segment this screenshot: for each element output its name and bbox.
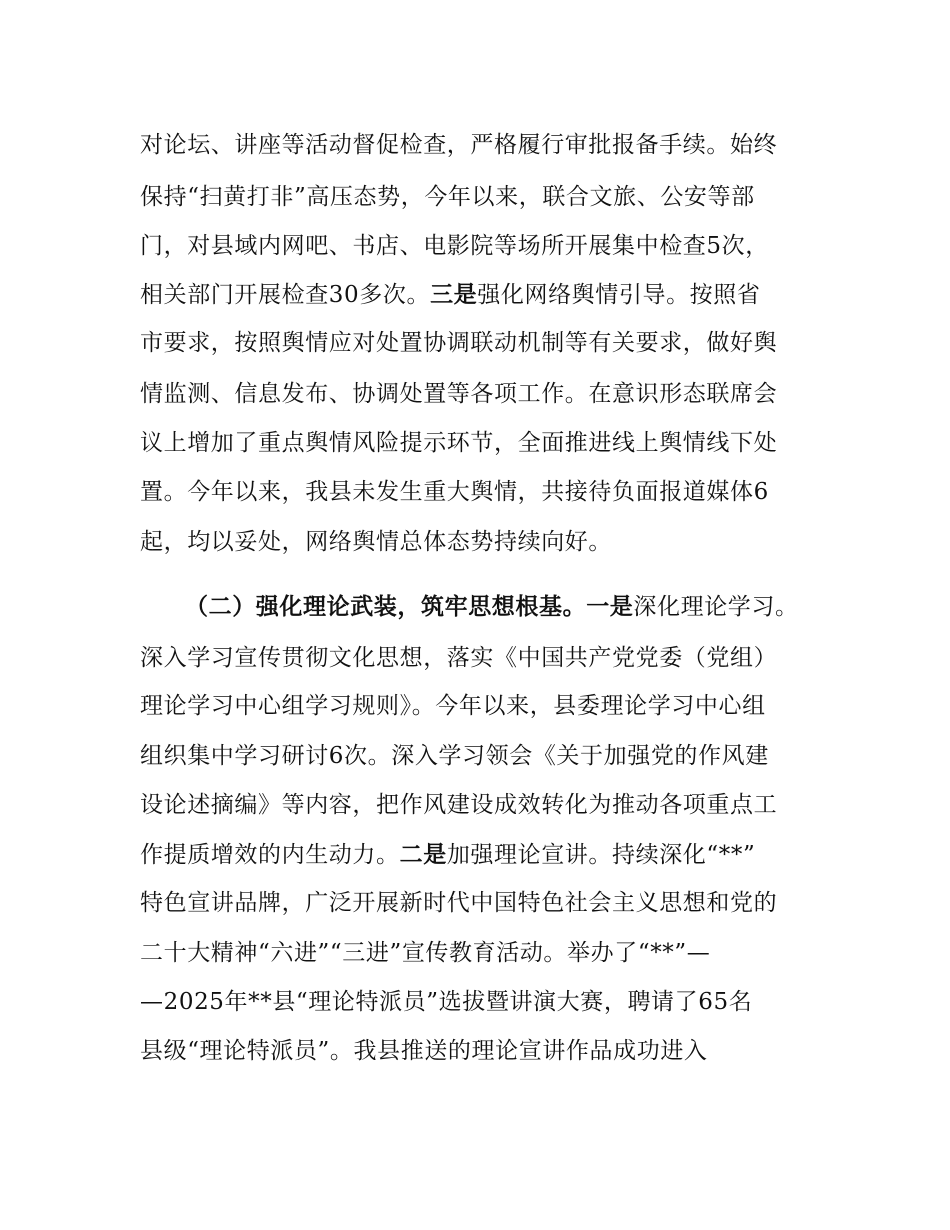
text-line [140,477,840,507]
text-line [140,379,840,409]
text-run: 组织集中学习研讨6次。深入学习领会《关于加强党的作风建 [140,743,769,769]
bold-lead-in: 一是 [586,594,634,620]
text-run: 市要求，按照舆情应对处置协调联动机制等有关要求，做好舆 [140,330,778,356]
text-run: 保持“扫黄打非”高压态势，今年以来，联合文旅、公安等部 [140,184,755,210]
text-run: 议上增加了重点舆情风险提示环节，全面推进线上舆情线下处 [140,430,778,456]
text-run: 作提质增效的内生动力。 [140,842,400,868]
text-line [140,280,840,310]
bold-lead-in: 二是 [399,842,447,868]
text-line [140,328,840,358]
text-line [140,840,840,870]
text-line [140,790,840,820]
text-run: 门，对县域内网吧、书店、电影院等场所开展集中检查5次， [140,233,769,259]
text-run: 理论学习中心组学习规则》。今年以来，县委理论学习中心组 [140,693,766,719]
text-line [140,643,840,673]
text-run: 置。今年以来，我县未发生重大舆情，共接待负面报道媒体6 [140,479,769,505]
text-run: 情监测、信息发布、协调处置等各项工作。在意识形态联席会 [140,381,778,407]
text-line [140,130,840,160]
text-line [140,691,840,721]
bold-lead-in: 三是 [430,282,478,308]
section-heading-line [185,592,885,622]
text-run: —2025年**县“理论特派员”选拔暨讲演大赛，聘请了65名 [140,989,753,1015]
section-heading: （二）强化理论武装，筑牢思想根基。 [185,594,587,620]
text-run: 设论述摘编》等内容，把作风建设成效转化为推动各项重点工 [140,792,778,818]
text-run: 县级“理论特派员”。我县推送的理论宣讲作品成功进入 [140,1038,708,1064]
text-run: 对论坛、讲座等活动督促检查，严格履行审批报备手续。始终 [140,132,778,158]
text-line [140,987,840,1017]
text-run: 深入学习宣传贯彻文化思想，落实《中国共产党党委（党组） [140,645,778,671]
text-run: 深化理论学习。 [633,594,799,620]
text-run: 相关部门开展检查30多次。 [140,282,431,308]
text-line [140,938,840,968]
text-line [140,527,840,557]
text-run: 起，均以妥处，网络舆情总体态势持续向好。 [140,529,612,555]
text-line [140,428,840,458]
text-line [140,1036,840,1066]
text-run: 二十大精神“六进”“三进”宣传教育活动。举办了“**”— [140,940,711,966]
text-line [140,741,840,771]
text-line [140,231,840,261]
text-run: 强化网络舆情引导。按照省 [477,282,761,308]
text-line [140,182,840,212]
text-line [140,888,840,918]
text-run: 特色宣讲品牌，广泛开展新时代中国特色社会主义思想和党的 [140,890,778,916]
text-run: 加强理论宣讲。持续深化“**” [446,842,756,868]
